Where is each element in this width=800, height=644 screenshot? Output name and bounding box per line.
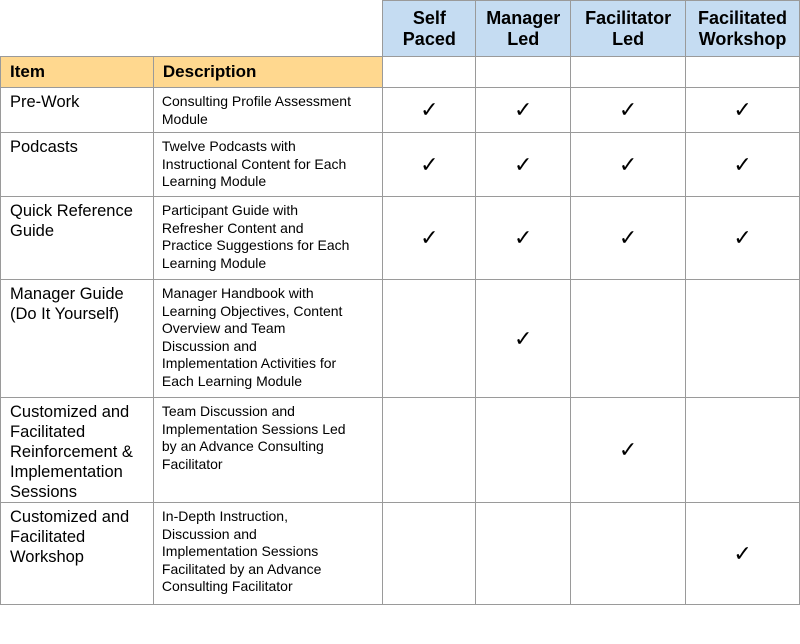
- cell-facilitated-workshop: [686, 398, 800, 503]
- checkmark-icon: ✓: [733, 151, 752, 177]
- table-row-pre-work: [1, 88, 800, 133]
- description-column-header: Description: [153, 57, 383, 88]
- header-empty-cell: [686, 57, 800, 88]
- cell-manager-led: [476, 197, 571, 280]
- item-description: Consulting Profile Assessment Module: [153, 88, 383, 133]
- cell-manager-led: [476, 133, 571, 197]
- item-description: Team Discussion and Implementation Sessions Led by an Advance Consulting Facilitator: [153, 398, 383, 503]
- table-row-podcasts: [1, 133, 800, 197]
- cell-self-paced: [383, 88, 476, 133]
- checkmark-icon: ✓: [513, 97, 533, 122]
- cell-facilitated-workshop: [686, 88, 800, 133]
- item-column-header: Item: [1, 57, 154, 88]
- cell-self-paced: [383, 133, 476, 197]
- item-description: Twelve Podcasts with Instructional Content for Each Learning Module: [153, 133, 383, 197]
- cell-self-paced: [383, 398, 476, 503]
- cell-self-paced: [383, 197, 476, 280]
- option-facilitated-workshop: Facilitated Workshop: [686, 1, 800, 57]
- item-name: Manager Guide (Do It Yourself): [1, 280, 154, 398]
- table-row-manager-guide: [1, 280, 800, 398]
- checkmark-icon: ✓: [733, 97, 752, 122]
- header-empty-cell: [476, 57, 571, 88]
- item-description: In-Depth Instruction, Discussion and Implementation Sessions Facilitated by an Advance Consulting Facilitator: [153, 503, 383, 605]
- cell-facilitated-workshop: [686, 503, 800, 605]
- item-name: Podcasts: [1, 133, 154, 197]
- cell-manager-led: [476, 398, 571, 503]
- checkmark-icon: ✓: [618, 437, 638, 462]
- checkmark-icon: ✓: [733, 225, 752, 250]
- cell-facilitated-workshop: [686, 133, 800, 197]
- checkmark-icon: ✓: [513, 225, 533, 250]
- checkmark-icon: ✓: [618, 225, 638, 250]
- item-name: Customized and Facilitated Reinforcement & Implementation Sessions: [1, 398, 154, 503]
- checkmark-icon: ✓: [733, 540, 752, 566]
- cell-facilitator-led: [571, 197, 686, 280]
- checkmark-icon: ✓: [618, 151, 638, 177]
- header-empty-cell: [571, 57, 686, 88]
- cell-facilitator-led: [571, 398, 686, 503]
- checkmark-icon: ✓: [618, 97, 638, 122]
- cell-facilitator-led: [571, 133, 686, 197]
- cell-self-paced: [383, 503, 476, 605]
- cell-facilitator-led: [571, 88, 686, 133]
- table-row-quick-reference-guide: [1, 197, 800, 280]
- checkmark-icon: ✓: [513, 151, 533, 177]
- checkmark-icon: ✓: [513, 325, 533, 351]
- cell-manager-led: [476, 503, 571, 605]
- item-description: Participant Guide with Refresher Content and Practice Suggestions for Each Learning Module: [153, 197, 383, 280]
- table-row-reinforcement-sessions: [1, 398, 800, 503]
- option-facilitator-led: Facilitator Led: [571, 1, 686, 57]
- checkmark-icon: ✓: [420, 151, 439, 177]
- checkmark-icon: ✓: [420, 225, 439, 250]
- cell-facilitator-led: [571, 280, 686, 398]
- cell-manager-led: [476, 88, 571, 133]
- cell-manager-led: [476, 280, 571, 398]
- option-manager-led: Manager Led: [476, 1, 571, 57]
- item-name: Pre-Work: [1, 88, 154, 133]
- option-header-row: [1, 1, 800, 57]
- item-name: Customized and Facilitated Workshop: [1, 503, 154, 605]
- item-description: Manager Handbook with Learning Objectives, Content Overview and Team Discussion and Implementation Activities for Each Learning Module: [153, 280, 383, 398]
- cell-self-paced: [383, 280, 476, 398]
- checkmark-icon: ✓: [420, 97, 439, 122]
- header-empty-cell: [383, 57, 476, 88]
- column-header-row: [1, 57, 800, 88]
- cell-facilitated-workshop: [686, 197, 800, 280]
- item-name: Quick Reference Guide: [1, 197, 154, 280]
- cell-facilitator-led: [571, 503, 686, 605]
- option-self-paced: Self Paced: [383, 1, 476, 57]
- corner-blank: [1, 1, 383, 57]
- table-row-facilitated-workshop: [1, 503, 800, 605]
- cell-facilitated-workshop: [686, 280, 800, 398]
